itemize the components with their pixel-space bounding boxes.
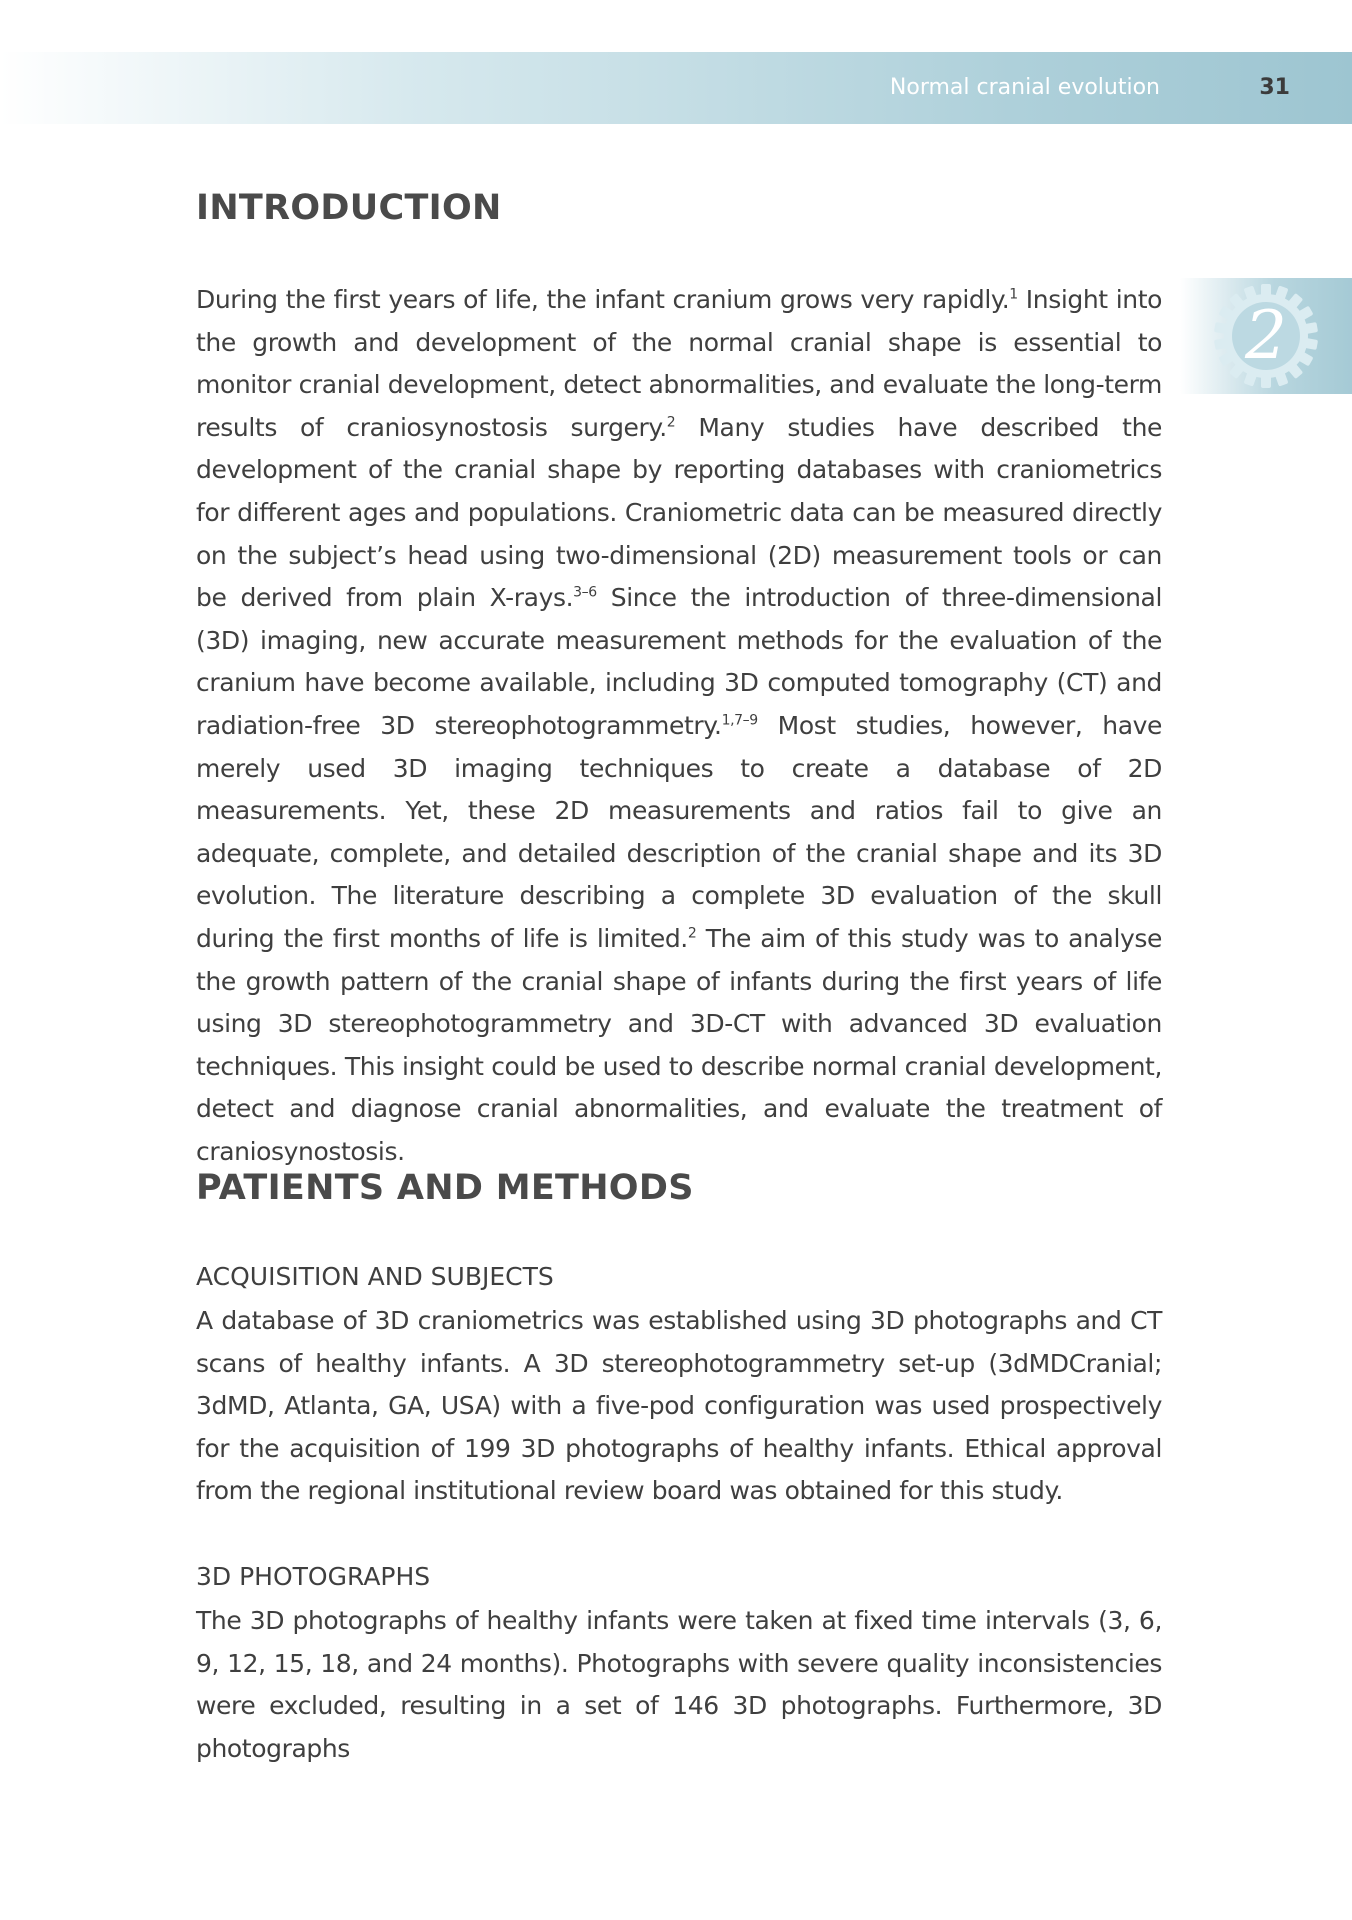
intro-text-2: Insight into the growth and development of the normal cranial shape is essential to monitor cranial development, detect abnormalities, and evaluate the long-term results of craniosynostosis surgery. (196, 285, 1162, 442)
intro-text-6: The aim of this study was to analyse the growth pattern of the cranial shape of infants during the first years of life using 3D stereophotogrammetry and 3D-CT with advanced 3D evaluation techniques. This insight could be used to describe normal cranial development, detect and diagnose cranial abnormalities, and evaluate the treatment of craniosynostosis. (196, 923, 1162, 1166)
acquisition-subheading: ACQUISITION AND SUBJECTS (196, 1262, 554, 1291)
acquisition-paragraph: A database of 3D craniometrics was established using 3D photographs and CT scans of healthy infants. A 3D stereophotogrammetry set-up (3dMDCranial; 3dMD, Atlanta, GA, USA) with a five-pod configuration was used prospectively for the acquisition of 199 3D photographs of healthy infants. Ethical approval from the regional institutional review board was obtained for this study. (196, 1306, 1162, 1506)
introduction-paragraph (196, 279, 1162, 1173)
patients-methods-heading: PATIENTS AND METHODS (196, 1168, 694, 1208)
citation: 2 (687, 925, 697, 942)
introduction-heading: INTRODUCTION (196, 188, 502, 228)
photographs-subheading: 3D PHOTOGRAPHS (196, 1562, 431, 1591)
page-number: 31 (1259, 75, 1290, 100)
running-header (0, 52, 1352, 124)
photographs-paragraph: The 3D photographs of healthy infants were taken at fixed time intervals (3, 6, 9, 12, 15, 18, and 24 months). Photographs with severe quality inconsistencies were excluded, resulting in a set of 146 3D photographs. Furthermore, 3D photographs (196, 1606, 1162, 1763)
citation: 1,7–9 (721, 712, 758, 729)
intro-text-4: Since the introduction of three-dimensional (3D) imaging, new accurate measurement methods for the evaluation of the cranium have become available, including 3D computed tomography (CT) and radiation-free 3D stereophotogrammetry. (196, 583, 1163, 740)
intro-text-5: Most studies, however, have merely used 3D imaging techniques to create a database of 2D measurements. Yet, these 2D measurements and ratios fail to give an adequate, complete, and detailed description of the cranial shape and its 3D evolution. The literature describing a complete 3D evaluation of the skull during the first months of life is limited. (196, 710, 1162, 953)
citation: 3–6 (573, 584, 597, 601)
citation: 2 (666, 414, 676, 431)
chapter-number: 2 (1245, 297, 1287, 374)
citation: 1 (1009, 286, 1018, 303)
chapter-tab (1180, 278, 1352, 394)
running-title: Normal cranial evolution (889, 75, 1160, 100)
intro-text-3: Many studies have described the development of the cranial shape by reporting databases with craniometrics for different ages and populations. Craniometric data can be measured directly on the subject’s head using two-dimensional (2D) measurement tools or can be derived from plain X-rays. (196, 412, 1162, 613)
intro-text-1: During the first years of life, the infant cranium grows very rapidly. (196, 285, 1010, 314)
